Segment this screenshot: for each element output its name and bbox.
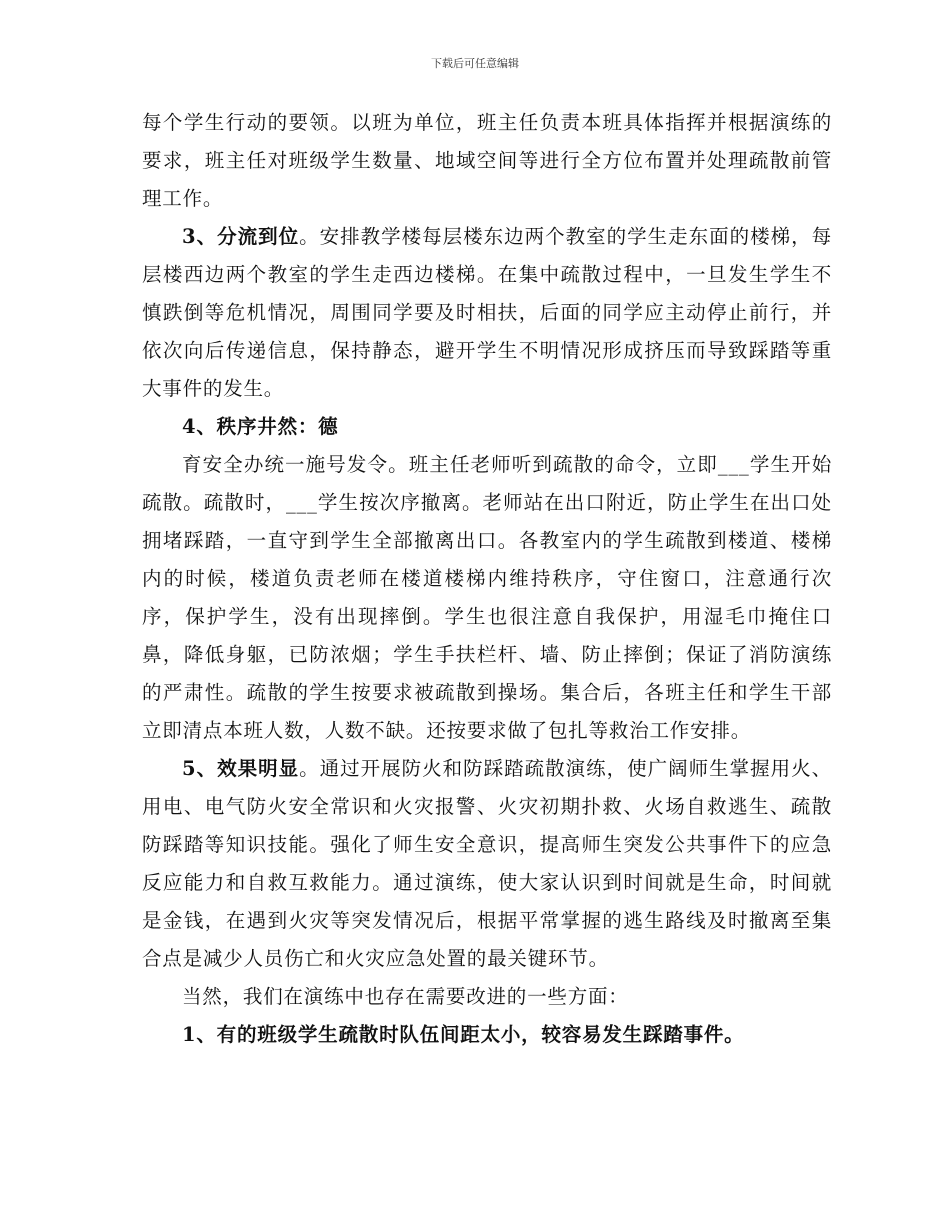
paragraph-5 xyxy=(142,750,832,978)
section-heading: 1、有的班级学生疏散时队伍间距太小，较容易发生踩踏事件。 xyxy=(182,1023,745,1046)
paragraph-text: 每个学生行动的要领。以班为单位，班主任负责本班具体指挥并根据演练的要求，班主任对班级学生数量、地域空间等进行全方位布置并处理疏散前管理工作。 xyxy=(142,111,832,210)
paragraph-7 xyxy=(142,1016,832,1054)
paragraph-text: 。安排教学楼每层楼东边两个教室的学生走东面的楼梯，每层楼西边两个教室的学生走西边楼梯。在集中疏散过程中，一旦发生学生不慎跌倒等危机情况，周围同学要及时相扶，后面的同学应主动停止前行，并依次向后传递信息，保持静态，避开学生不明情况形成挤压而导致踩踏等重大事件的发生。 xyxy=(142,225,832,400)
paragraph-3 xyxy=(142,408,832,446)
paragraph-text: 当然，我们在演练中也存在需要改进的一些方面： xyxy=(182,985,629,1008)
section-heading: 4、秩序井然：德 xyxy=(182,415,339,438)
page-header: 下载后可任意编辑 xyxy=(431,57,519,70)
document-body xyxy=(142,104,832,1054)
section-heading: 3、分流到位 xyxy=(182,225,300,248)
paragraph-text: 育安全办统一施号发令。班主任老师听到疏散的命令，立即___学生开始疏散。疏散时，___学生按次序撤离。老师站在出口附近，防止学生在出口处拥堵踩踏，一直守到学生全部撤离出口。各教室内的学生疏散到楼道、楼梯内的时候，楼道负责老师在楼道楼梯内维持秩序，守住窗口，注意通行次序，保护学生，没有出现摔倒。学生也很注意自我保护，用湿毛巾掩住口鼻，降低身躯，已防浓烟；学生手扶栏杆、墙、防止摔倒；保证了消防演练的严肃性。疏散的学生按要求被疏散到操场。集合后，各班主任和学生干部立即清点本班人数，人数不缺。还按要求做了包扎等救治工作安排。 xyxy=(142,453,832,742)
paragraph-6 xyxy=(142,978,832,1016)
paragraph-text: 。通过开展防火和防踩踏疏散演练，使广阔师生掌握用火、用电、电气防火安全常识和火灾报警、火灾初期扑救、火场自救逃生、疏散防踩踏等知识技能。强化了师生安全意识，提高师生突发公共事件下的应急反应能力和自救互救能力。通过演练，使大家认识到时间就是生命，时间就是金钱，在遇到火灾等突发情况后，根据平常掌握的逃生路线及时撤离至集合点是减少人员伤亡和火灾应急处置的最关键环节。 xyxy=(142,757,832,970)
paragraph-2 xyxy=(142,218,832,408)
paragraph-4 xyxy=(142,446,832,750)
section-heading: 5、效果明显 xyxy=(182,757,300,780)
paragraph-1 xyxy=(142,104,832,218)
